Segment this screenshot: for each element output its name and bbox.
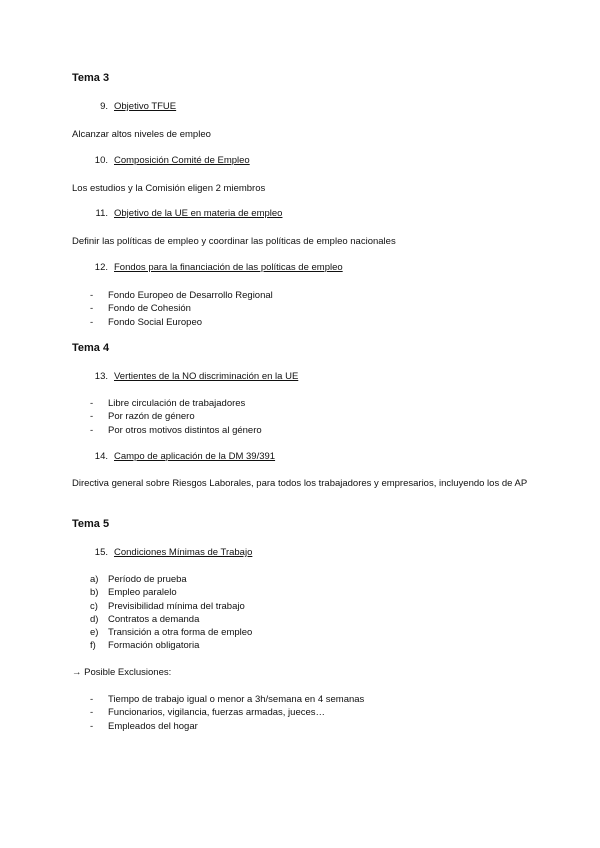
answer-14: Directiva general sobre Riesgos Laborales, para todos los trabajadores y empresarios, incluyendo los de AP bbox=[72, 478, 528, 489]
list-item-text: Previsibilidad mínima del trabajo bbox=[108, 600, 245, 612]
list-marker: b) bbox=[90, 587, 99, 599]
list-item-text: Funcionarios, vigilancia, fuerzas armadas, jueces… bbox=[108, 707, 326, 719]
section-heading-tema-3: Tema 3 bbox=[72, 72, 110, 84]
question-title: Condiciones Mínimas de Trabajo bbox=[114, 547, 253, 558]
list-item bbox=[90, 424, 262, 437]
section-heading-tema-4: Tema 4 bbox=[72, 342, 110, 354]
list-item-text: Tiempo de trabajo igual o menor a 3h/semana en 4 semanas bbox=[108, 694, 365, 705]
list-item bbox=[90, 613, 252, 626]
list-marker: - bbox=[90, 303, 94, 315]
question-title: Objetivo TFUE bbox=[114, 101, 177, 112]
list-item bbox=[90, 626, 252, 639]
list-item-text: Empleo paralelo bbox=[108, 587, 177, 599]
list-item bbox=[90, 586, 252, 599]
list-marker: e) bbox=[90, 627, 99, 639]
section-heading-tema-5: Tema 5 bbox=[72, 518, 110, 530]
list-item-text: Fondo Europeo de Desarrollo Regional bbox=[108, 290, 273, 301]
list-marker: f) bbox=[90, 640, 96, 652]
list-fondos bbox=[90, 289, 273, 329]
list-item bbox=[90, 573, 252, 586]
answer-9: Alcanzar altos niveles de empleo bbox=[72, 129, 211, 140]
question-title: Campo de aplicación de la DM 39/391 bbox=[114, 451, 276, 462]
list-item bbox=[90, 720, 364, 733]
list-item-text: Por razón de género bbox=[108, 411, 195, 423]
list-item bbox=[90, 600, 252, 613]
list-item bbox=[90, 639, 252, 652]
list-marker: - bbox=[90, 398, 94, 409]
list-marker: - bbox=[90, 720, 94, 732]
answer-10: Los estudios y la Comisión eligen 2 miembros bbox=[72, 183, 266, 194]
question-number: 11. bbox=[95, 208, 108, 219]
answer-11: Definir las políticas de empleo y coordinar las políticas de empleo nacionales bbox=[72, 236, 396, 247]
list-item bbox=[90, 410, 262, 423]
question-10 bbox=[90, 155, 250, 166]
list-item bbox=[90, 316, 273, 329]
question-number: 15. bbox=[94, 547, 108, 558]
list-item-text: Empleados del hogar bbox=[108, 720, 198, 732]
list-condiciones bbox=[90, 573, 252, 653]
question-number: 10. bbox=[94, 155, 108, 166]
question-11 bbox=[90, 208, 282, 219]
list-vertientes bbox=[90, 397, 262, 437]
exclusions-intro: → Posible Exclusiones: bbox=[72, 667, 172, 678]
question-title: Vertientes de la NO discriminación en la UE bbox=[114, 371, 299, 382]
question-13 bbox=[90, 371, 298, 382]
list-marker: - bbox=[90, 707, 94, 719]
list-marker: d) bbox=[90, 613, 99, 625]
question-number: 9. bbox=[100, 101, 108, 112]
list-item-text: Período de prueba bbox=[108, 574, 187, 585]
list-item-text: Contratos a demanda bbox=[108, 613, 200, 625]
list-item bbox=[90, 397, 262, 410]
list-item bbox=[90, 302, 273, 315]
list-marker: - bbox=[90, 290, 94, 301]
question-number: 12. bbox=[94, 262, 108, 273]
question-number: 14. bbox=[94, 451, 108, 462]
list-marker: c) bbox=[90, 600, 98, 612]
question-title: Objetivo de la UE en materia de empleo bbox=[114, 208, 283, 219]
question-15 bbox=[90, 547, 252, 558]
question-9 bbox=[90, 101, 176, 112]
list-item-text: Formación obligatoria bbox=[108, 640, 200, 652]
question-title: Fondos para la financiación de las políticas de empleo bbox=[114, 262, 343, 273]
list-item bbox=[90, 706, 364, 719]
list-item-text: Por otros motivos distintos al género bbox=[108, 424, 262, 436]
list-marker: - bbox=[90, 411, 94, 423]
list-item-text: Fondo Social Europeo bbox=[108, 316, 203, 328]
list-marker: - bbox=[90, 694, 94, 705]
list-marker: a) bbox=[90, 574, 99, 585]
list-item bbox=[90, 289, 273, 302]
list-item-text: Transición a otra forma de empleo bbox=[108, 627, 253, 639]
list-marker: - bbox=[90, 424, 94, 436]
list-item bbox=[90, 693, 364, 706]
list-item-text: Libre circulación de trabajadores bbox=[108, 398, 246, 409]
question-12 bbox=[90, 262, 343, 273]
list-item-text: Fondo de Cohesión bbox=[108, 303, 191, 315]
list-marker: - bbox=[90, 316, 94, 328]
list-exclusiones bbox=[90, 693, 364, 733]
question-number: 13. bbox=[94, 371, 108, 382]
question-title: Composición Comité de Empleo bbox=[114, 155, 250, 166]
question-14 bbox=[90, 451, 275, 462]
